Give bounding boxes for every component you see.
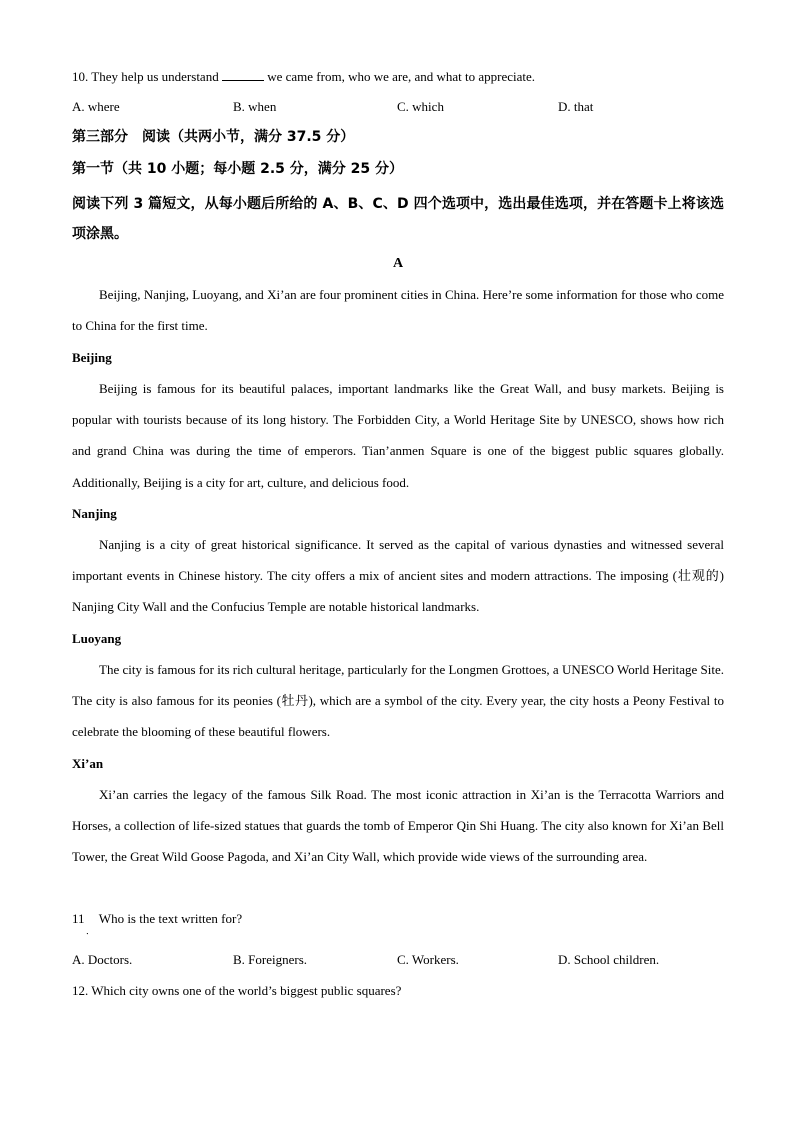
section1-title: 第一节（共 10 小题；每小题 2.5 分，满分 25 分）	[72, 161, 404, 177]
q11-option-b: B. Foreigners.	[233, 952, 308, 967]
q11-option-d: D. School children.	[558, 952, 660, 967]
passage-label: A	[392, 256, 404, 271]
paragraph-xian: Xi’an carries the legacy of the famous Silk Road. The most iconic attraction in Xi’an is the Terracotta Warriors and Horses, a collection of life-sized statues that guards the tomb of Emperor Qin Shi Huang. The city also known for Xi’an Bell Tower, the Great Wild Goose Pagoda, and Xi’an City Wall, which provide wide views of the surrounding area.	[72, 787, 724, 865]
heading-beijing: Beijing	[72, 350, 112, 365]
q10-option-c: C. which	[397, 99, 444, 114]
q10-option-d: D. that	[558, 99, 594, 114]
passage-intro: Beijing, Nanjing, Luoyang, and Xi’an are four prominent cities in China. Here’re some information for those who come to China for the first time.	[72, 287, 724, 334]
paragraph-luoyang: The city is famous for its rich cultural heritage, particularly for the Longmen Grottoes, a UNESCO World Heritage Site. The city is also famous for its peonies (牡丹), which are a symbol of the city. Every year, the city hosts a Peony Festival to celebrate the blooming of these beautiful flowers.	[72, 662, 724, 740]
q10-option-b: B. when	[233, 99, 277, 114]
paragraph-nanjing: Nanjing is a city of great historical significance. It served as the capital of various dynasties and witnessed several important events in Chinese history. The city offers a mix of ancient sites and modern attractions. The imposing (壮观的) Nanjing City Wall and the Confucius Temple are notable historical landmarks.	[72, 537, 724, 615]
q10-option-a: A. where	[72, 99, 120, 114]
question-11-dot: ．	[86, 926, 96, 936]
question-12: 12. Which city owns one of the world’s biggest public squares?	[72, 983, 402, 998]
heading-nanjing: Nanjing	[72, 506, 117, 521]
question-10-prefix: 10. They help us understand	[72, 69, 219, 84]
paragraph-beijing: Beijing is famous for its beautiful palaces, important landmarks like the Great Wall, and busy markets. Beijing is popular with tourists because of its long history. The Forbidden City, a World Heritage Site by UNESCO, shows how rich and grand China was during the time of emperors. Tian’anmen Square is one of the biggest public squares globally. Additionally, Beijing is a city for art, culture, and delicious food.	[72, 381, 724, 490]
reading-instruction: 阅读下列 3 篇短文，从每小题后所给的 A、B、C、D 四个选项中，选出最佳选项，并在答题卡上将该选项涂黑。	[72, 196, 724, 242]
q11-option-c: C. Workers.	[397, 952, 459, 967]
question-11-text: Who is the text written for?	[98, 911, 243, 926]
heading-xian: Xi’an	[72, 756, 104, 771]
question-11-number: 11	[72, 911, 85, 926]
question-10-suffix: we came from, who we are, and what to appreciate.	[267, 69, 536, 84]
heading-luoyang: Luoyang	[72, 631, 122, 646]
question-10	[72, 68, 535, 85]
q11-option-a: A. Doctors.	[72, 952, 133, 967]
answer-blank	[222, 68, 264, 81]
part3-title: 第三部分 阅读（共两小节，满分 37.5 分）	[72, 129, 355, 145]
question-11	[72, 911, 242, 927]
